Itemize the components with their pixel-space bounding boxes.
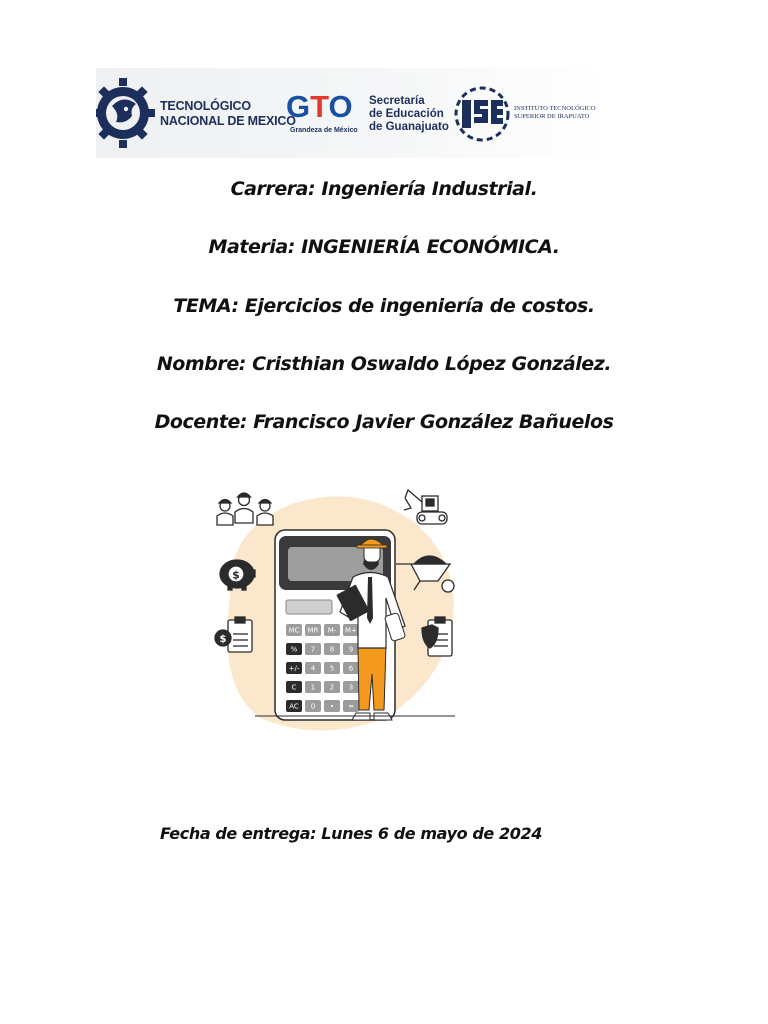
- clipboard-dollar-sign: $: [219, 634, 227, 645]
- calc-key-label: 7: [310, 645, 316, 654]
- itesi-logo-icon: [454, 84, 510, 144]
- calc-key-label: 9: [348, 645, 354, 654]
- calc-key-label: C: [291, 683, 297, 692]
- calc-key-label: MR: [307, 626, 319, 635]
- logo-banner: [96, 68, 608, 158]
- docente-line: Docente: Francisco Javier González Bañuelos: [154, 411, 614, 433]
- delivery-date-line: Fecha de entrega: Lunes 6 de mayo de 2024: [160, 824, 542, 843]
- gto-logo-o: O: [328, 89, 353, 124]
- calc-key-label: 1: [310, 683, 316, 692]
- calc-key-label: =: [348, 702, 354, 711]
- calc-key-label: M+: [345, 626, 357, 635]
- piggy-dollar-sign: $: [232, 568, 240, 582]
- calc-key-label: 5: [329, 664, 335, 673]
- gto-logo: [286, 90, 353, 124]
- calc-key-label: 4: [310, 664, 316, 673]
- calc-key-label: MC: [288, 626, 300, 635]
- calc-key-label: 0: [310, 702, 316, 711]
- tecnm-logo-text: TECNOLÓGICO NACIONAL DE MEXICO: [160, 99, 296, 128]
- materia-line: Materia: INGENIERÍA ECONÓMICA.: [208, 236, 560, 258]
- itesi-logo-text: INSTITUTO TECNOLÓGICO SUPERIOR DE IRAPUATO: [514, 105, 596, 120]
- calc-key-label: 2: [329, 683, 335, 692]
- carrera-line: Carrera: Ingeniería Industrial.: [230, 178, 538, 200]
- tema-line: TEMA: Ejercicios de ingeniería de costos.: [173, 295, 595, 317]
- excavator-icon: [404, 490, 447, 524]
- nombre-line: Nombre: Cristhian Oswaldo López González.: [156, 353, 612, 375]
- calc-key-label: +/-: [288, 664, 300, 673]
- calc-key-label: %: [290, 645, 298, 654]
- tecnm-logo-icon: [96, 68, 156, 158]
- calc-key-label: 3: [348, 683, 354, 692]
- calc-key-label: M-: [327, 626, 337, 635]
- seg-logo-text: Secretaría de Educación de Guanajuato: [369, 95, 449, 133]
- cost-engineering-illustration: [200, 478, 470, 740]
- calc-key-label: •: [329, 702, 335, 711]
- workers-group-icon: [217, 493, 273, 525]
- gto-logo-subtitle: Grandeza de México: [290, 127, 358, 134]
- calc-key-label: 8: [329, 645, 335, 654]
- clipboard-dollar-icon: [215, 617, 252, 652]
- gto-logo-g: G: [286, 89, 311, 124]
- calc-key-label: 6: [348, 664, 354, 673]
- calc-key-label: AC: [289, 702, 299, 711]
- gto-logo-t: T: [310, 89, 329, 124]
